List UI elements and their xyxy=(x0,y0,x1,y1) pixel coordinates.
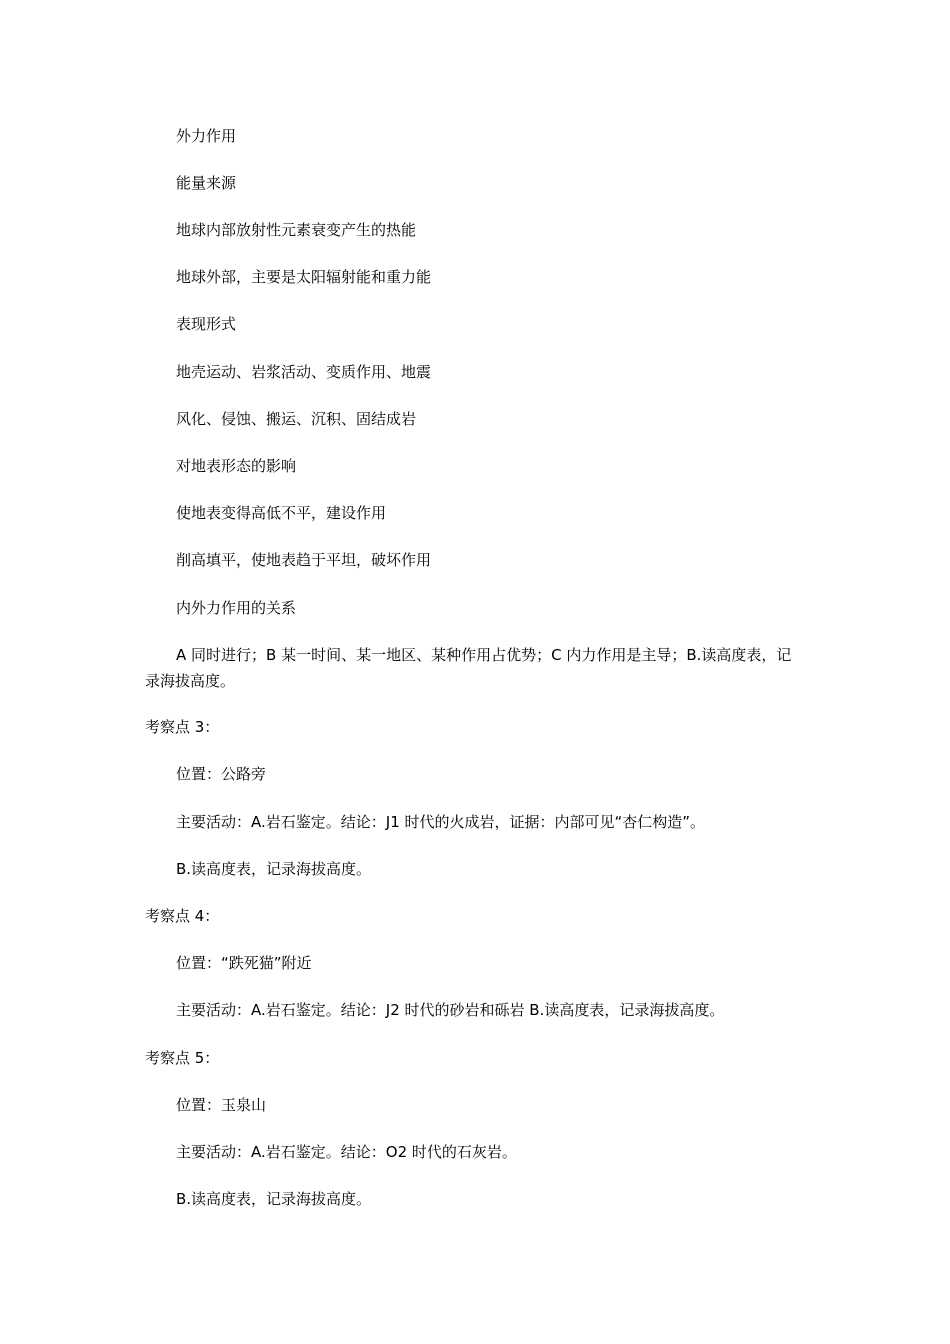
paragraph-manifestation: 表现形式 xyxy=(176,315,237,333)
paragraph-internal-forms: 地壳运动、岩浆活动、变质作用、地震 xyxy=(176,363,432,381)
paragraph-stop-5-altimeter: B.读高度表，记录海拔高度。 xyxy=(176,1190,372,1208)
paragraph-energy-source: 能量来源 xyxy=(176,174,237,192)
paragraph-stop-5-location: 位置：玉泉山 xyxy=(176,1096,267,1114)
paragraph-external-forms: 风化、侵蚀、搬运、沉积、固结成岩 xyxy=(176,410,417,428)
paragraph-stop-4-activity: 主要活动：A.岩石鉴定。结论：J2 时代的砂岩和砾岩 B.读高度表，记录海拔高度。 xyxy=(176,1001,725,1019)
paragraph-stop-4-location: 位置：“跌死猫”附近 xyxy=(176,954,312,972)
paragraph-internal-energy: 地球内部放射性元素衰变产生的热能 xyxy=(176,221,417,239)
paragraph-stop-5-activity: 主要活动：A.岩石鉴定。结论：O2 时代的石灰岩。 xyxy=(176,1143,517,1161)
paragraph-relationship: 内外力作用的关系 xyxy=(176,599,297,617)
paragraph-stop-3-location: 位置：公路旁 xyxy=(176,765,267,783)
paragraph-external-force: 外力作用 xyxy=(176,127,237,145)
paragraph-relationship-detail: A 同时进行；B 某一时间、某一地区、某种作用占优势；C 内力作用是主导；B.读高度表，记录海拔高度。 xyxy=(145,646,792,690)
paragraph-stop-3-altimeter: B.读高度表，记录海拔高度。 xyxy=(176,860,372,878)
paragraph-stop-3-activity: 主要活动：A.岩石鉴定。结论：J1 时代的火成岩，证据：内部可见“杏仁构造”。 xyxy=(176,813,706,831)
paragraph-internal-impact: 使地表变得高低不平，建设作用 xyxy=(176,504,387,522)
paragraph-external-energy: 地球外部，主要是太阳辐射能和重力能 xyxy=(176,268,432,286)
paragraph-external-impact: 削高填平，使地表趋于平坦，破坏作用 xyxy=(176,551,432,569)
heading-stop-5: 考察点 5： xyxy=(145,1049,220,1067)
heading-stop-3: 考察点 3： xyxy=(145,718,220,736)
heading-stop-4: 考察点 4： xyxy=(145,907,220,925)
paragraph-surface-impact: 对地表形态的影响 xyxy=(176,457,297,475)
